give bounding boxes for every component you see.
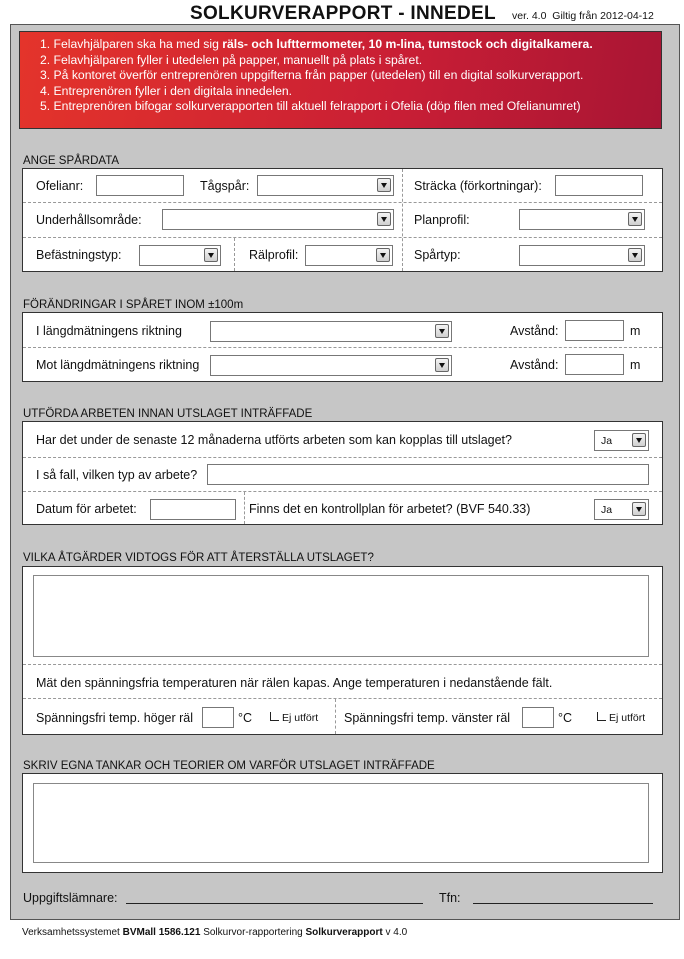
instruction-text: 1. Felavhjälparen ska ha med sig xyxy=(40,37,223,51)
typ-av-arbete-label: I så fall, vilken typ av arbete? xyxy=(36,468,198,482)
section-heading-forandringar: FÖRÄNDRINGAR I SPÅRET INOM ±100m xyxy=(23,299,244,311)
instruction-bold-text: räls- och lufttermometer, 10 m-lina, tumstock och digitalkamera. xyxy=(222,37,593,51)
divider xyxy=(23,202,662,203)
footer-text xyxy=(22,927,407,938)
instruction-item-2: 2. Felavhjälparen fyller i utedelen på papper, manuellt på plats i spåret. xyxy=(40,52,423,67)
ej-utfort-hoger-checkbox[interactable] xyxy=(270,712,279,721)
instruction-label: Mät den spänningsfria temperaturen när rälen kapas. Ange temperaturen i nedanstående fält. xyxy=(36,676,553,690)
celsius-label: °C xyxy=(238,711,253,725)
spartyp-select[interactable] xyxy=(519,245,645,266)
chevron-down-icon[interactable] xyxy=(435,324,449,338)
chevron-down-icon[interactable] xyxy=(632,502,646,516)
valid-from-label: Giltig från 2012-04-12 xyxy=(552,10,654,22)
temp-hoger-input[interactable] xyxy=(202,707,234,728)
langdmatning-select[interactable] xyxy=(210,321,452,342)
chevron-down-icon[interactable] xyxy=(632,433,646,447)
datum-input[interactable] xyxy=(150,499,236,520)
divider xyxy=(234,238,235,271)
version-info xyxy=(512,10,654,22)
langdmatning-label: I längdmätningens riktning xyxy=(36,324,182,338)
ofelianr-input[interactable] xyxy=(96,175,184,196)
chevron-down-icon[interactable] xyxy=(628,248,642,262)
footer-part: Verksamhetssystemet xyxy=(22,927,123,938)
underhallsomrade-label: Underhållsområde: xyxy=(36,213,142,227)
selected-value: Ja xyxy=(601,504,613,516)
instruction-item-4: 4. Entreprenören fyller i den digitala innedelen. xyxy=(40,83,293,98)
tfn-label: Tfn: xyxy=(439,891,461,905)
underhallsomrade-select[interactable] xyxy=(162,209,394,230)
unit-m-label: m xyxy=(630,324,641,338)
footer-bold: Solkurverapport xyxy=(305,927,383,938)
atgarder-textarea[interactable] xyxy=(33,575,649,657)
instruction-item-3: 3. På kontoret överför entreprenören uppgifterna från papper (utedelen) till en digital solkurverapport. xyxy=(40,68,584,83)
arbeten-answer-select[interactable] xyxy=(594,430,649,451)
ej-utfort-vanster-label: Ej utfört xyxy=(609,712,646,724)
chevron-down-icon[interactable] xyxy=(377,212,391,226)
mot-langdmatning-label: Mot längdmätningens riktning xyxy=(36,358,200,372)
celsius-label: °C xyxy=(558,711,573,725)
version-label: ver. 4.0 xyxy=(512,10,547,22)
divider xyxy=(244,492,245,524)
arbeten-question-label: Har det under de senaste 12 månaderna utförts arbeten som kan kopplas till utslaget? xyxy=(36,433,512,447)
chevron-down-icon[interactable] xyxy=(435,358,449,372)
uppgiftslamnare-label: Uppgiftslämnare: xyxy=(23,891,118,905)
divider xyxy=(23,347,662,348)
chevron-down-icon[interactable] xyxy=(377,178,391,192)
ralprofil-select[interactable] xyxy=(305,245,393,266)
avstand-input-1[interactable] xyxy=(565,320,624,341)
footer-part: v 4.0 xyxy=(382,927,408,938)
chevron-down-icon[interactable] xyxy=(204,248,218,262)
ofelianr-label: Ofelianr: xyxy=(36,179,84,193)
divider xyxy=(23,457,662,458)
chevron-down-icon[interactable] xyxy=(628,212,642,226)
kontrollplan-select[interactable] xyxy=(594,499,649,520)
befastningstyp-label: Befästningstyp: xyxy=(36,248,122,262)
tfn-line[interactable] xyxy=(473,903,653,904)
ralprofil-label: Rälprofil: xyxy=(249,248,299,262)
avstand-label-1: Avstånd: xyxy=(510,324,559,338)
temp-hoger-label: Spänningsfri temp. höger räl xyxy=(36,711,194,725)
mot-langdmatning-select[interactable] xyxy=(210,355,452,376)
tagspar-label: Tågspår: xyxy=(200,179,250,193)
section-heading-arbeten: UTFÖRDA ARBETEN INNAN UTSLAGET INTRÄFFADE xyxy=(23,408,313,420)
divider xyxy=(23,698,662,699)
divider xyxy=(335,699,336,734)
chevron-down-icon[interactable] xyxy=(376,248,390,262)
divider xyxy=(23,491,662,492)
selected-value: Ja xyxy=(601,435,613,447)
footer-bold: BVMall 1586.121 xyxy=(122,927,201,938)
ej-utfort-hoger-label: Ej utfört xyxy=(282,712,319,724)
planprofil-label: Planprofil: xyxy=(414,213,470,227)
avstand-input-2[interactable] xyxy=(565,354,624,375)
kontrollplan-label: Finns det en kontrollplan för arbetet? (BVF 540.33) xyxy=(249,502,531,516)
section-heading-tankar: SKRIV EGNA TANKAR OCH TEORIER OM VARFÖR UTSLAGET INTRÄFFADE xyxy=(23,760,435,772)
divider xyxy=(23,664,662,665)
instruction-item-1 xyxy=(40,37,661,53)
instructions-banner xyxy=(19,31,662,129)
footer-part: Solkurvor-rapportering xyxy=(200,927,306,938)
spartyp-label: Spårtyp: xyxy=(414,248,461,262)
typ-av-arbete-input[interactable] xyxy=(207,464,649,485)
divider xyxy=(23,237,662,238)
stracka-input[interactable] xyxy=(555,175,643,196)
tagspar-select[interactable] xyxy=(257,175,394,196)
divider xyxy=(402,169,403,271)
avstand-label-2: Avstånd: xyxy=(510,358,559,372)
unit-m-label: m xyxy=(630,358,641,372)
datum-label: Datum för arbetet: xyxy=(36,502,137,516)
ej-utfort-vanster-checkbox[interactable] xyxy=(597,712,606,721)
page-title: SOLKURVERAPPORT - INNEDEL xyxy=(190,3,496,24)
section-heading-spardata: ANGE SPÅRDATA xyxy=(23,155,120,167)
section-heading-atgarder: VILKA ÅTGÄRDER VIDTOGS FÖR ATT ÅTERSTÄLLA UTSLAGET? xyxy=(23,552,374,564)
temp-vanster-label: Spänningsfri temp. vänster räl xyxy=(344,711,511,725)
befastningstyp-select[interactable] xyxy=(139,245,221,266)
stracka-label: Sträcka (förkortningar): xyxy=(414,179,542,193)
tankar-textarea[interactable] xyxy=(33,783,649,863)
instruction-item-5: 5. Entreprenören bifogar solkurverapporten till aktuell felrapport i Ofelia (döp filen med Ofelianumret) xyxy=(40,99,581,114)
temp-vanster-input[interactable] xyxy=(522,707,554,728)
planprofil-select[interactable] xyxy=(519,209,645,230)
uppgiftslamnare-line[interactable] xyxy=(126,903,423,904)
